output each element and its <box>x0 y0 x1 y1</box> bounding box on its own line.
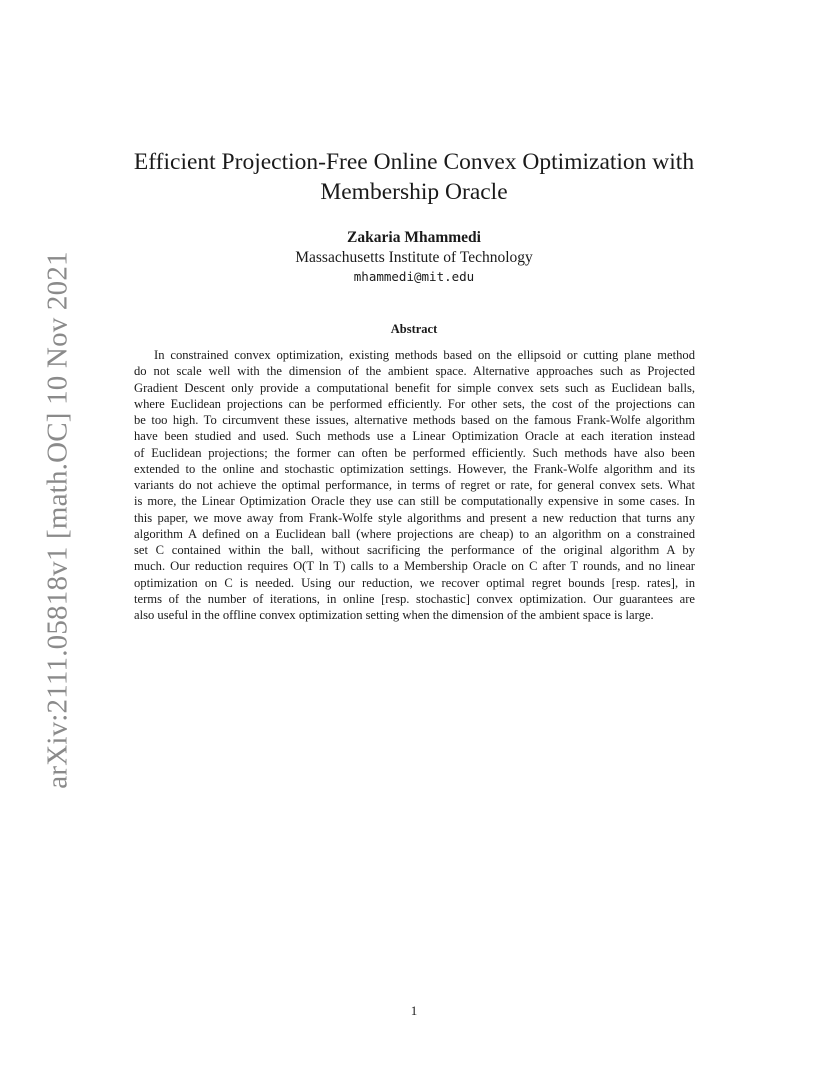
abstract-heading: Abstract <box>390 322 438 336</box>
abstract-line: set C contained within the ball, without sacrificing the performance of the original algorithm A by <box>134 543 695 557</box>
author-name: Zakaria Mhammedi <box>347 229 481 246</box>
abstract-line: variants do not achieve the optimal performance, in terms of regret or rate, for general convex sets. What <box>134 478 695 492</box>
abstract-line: have been studied and used. Such methods use a Linear Optimization Oracle at each iteration instead <box>134 429 695 444</box>
abstract-line: this paper, we move away from Frank-Wolfe style algorithms and present a new reduction that turns any <box>134 510 695 525</box>
abstract-line: where Euclidean projections can be performed efficiently. For other sets, the cost of the projections can <box>134 396 695 411</box>
abstract-line: also useful in the offline convex optimization setting when the dimension of the ambient space is large. <box>134 608 654 622</box>
title-line: Efficient Projection-Free Online Convex Optimization with <box>133 149 695 175</box>
abstract-body <box>134 347 695 623</box>
abstract-line: terms of the number of iterations, in online [resp. stochastic] convex optimization. Our guarantees are <box>134 591 695 606</box>
abstract-line: optimization on C is needed. Using our reduction, we recover optimal regret bounds [resp. rates], in <box>134 575 695 590</box>
paper-title <box>100 147 728 207</box>
abstract-line: is more, the Linear Optimization Oracle they use can still be computationally expensive in some cases. In <box>134 494 695 509</box>
abstract-line: algorithm A defined on a Euclidean ball (where projections are cheap) to an algorithm on a constrained <box>134 526 695 541</box>
abstract-line: In constrained convex optimization, existing methods based on the ellipsoid or cutting plane method <box>154 348 695 362</box>
abstract-line: much. Our reduction requires O(T ln T) calls to a Membership Oracle on C after T rounds, and no linear <box>134 559 695 574</box>
abstract-line: of Euclidean projections; the former can often be performed efficiently. Such methods have also been <box>134 445 695 460</box>
abstract-line: Gradient Descent only provide a computational benefit for simple convex sets such as Euclidean balls, <box>134 380 695 395</box>
arxiv-identifier-stamp: arXiv:2111.05818v1 [math.OC] 10 Nov 2021 <box>41 251 74 789</box>
title-line: Membership Oracle <box>320 179 508 205</box>
author-email: mhammedi@mit.edu <box>353 269 475 284</box>
abstract-line: extended to the online and stochastic optimization settings. However, the Frank-Wolfe algorithm and its <box>134 461 695 476</box>
author-block <box>100 228 728 287</box>
author-affiliation: Massachusetts Institute of Technology <box>295 249 533 266</box>
abstract-line: be too high. To circumvent these issues, alternative methods based on the famous Frank-Wolfe algorithm <box>134 413 695 427</box>
page-number: 1 <box>410 1003 418 1018</box>
abstract-line: do not scale well with the dimension of the ambient space. Alternative approaches such as Projected <box>134 364 695 379</box>
